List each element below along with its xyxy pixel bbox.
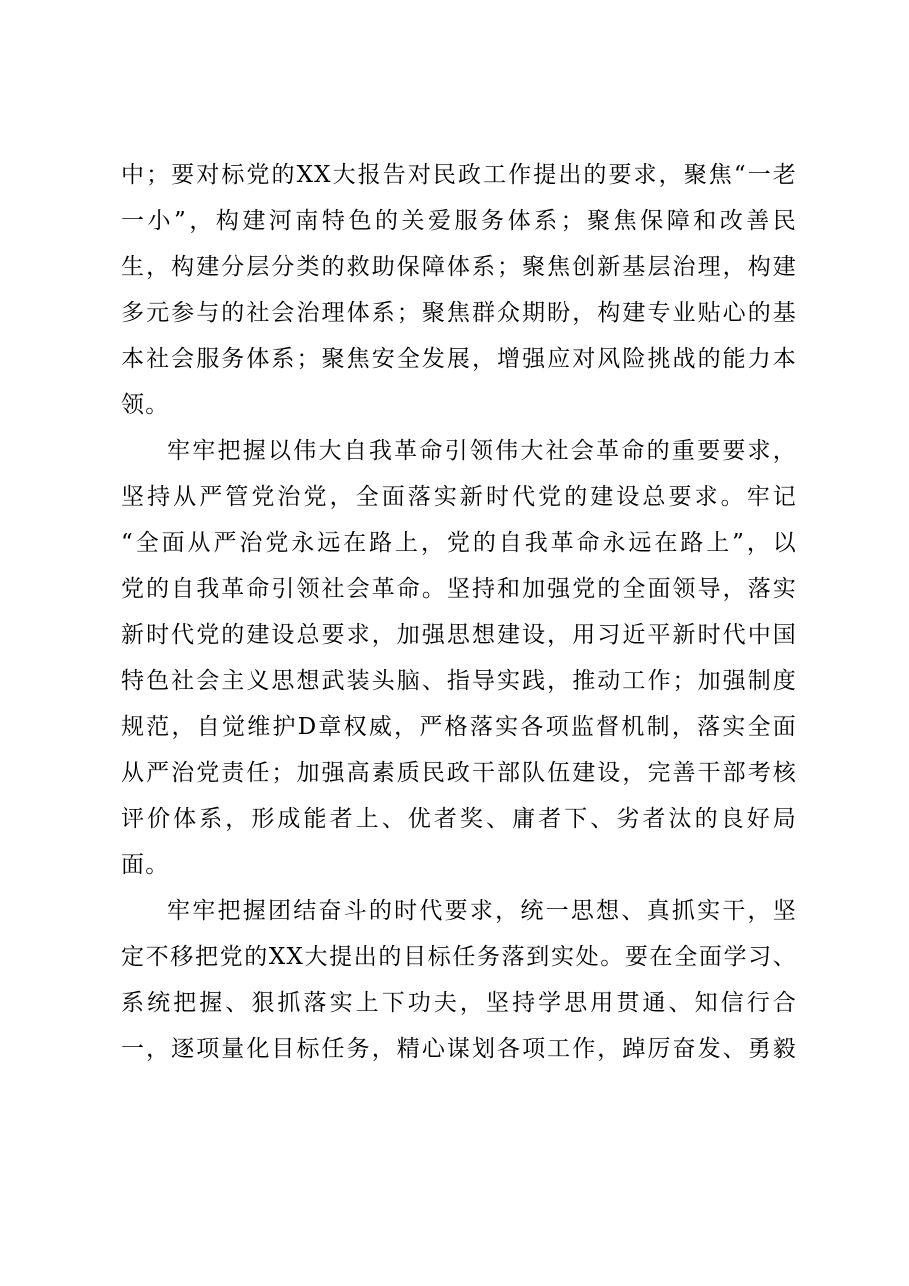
text-line: 生，构建分层分类的救助保障体系；聚焦创新基层治理，构建 — [121, 254, 797, 280]
text-line: 评价体系，形成能者上、优者奖、庸者下、劣者汰的良好局 — [121, 806, 797, 832]
document-body — [121, 152, 797, 1072]
paragraph-3 — [121, 888, 797, 1072]
text-line: 新时代党的建设总要求，加强思想建设，用习近平新时代中国 — [121, 622, 797, 648]
paragraph-1 — [121, 152, 797, 428]
paragraph-2 — [121, 428, 797, 888]
text-line: 牢牢把握团结奋斗的时代要求，统一思想、真抓实干，坚 — [167, 898, 797, 924]
text-line: 多元参与的社会治理体系；聚焦群众期盼，构建专业贴心的基 — [121, 300, 797, 326]
text-line: 系统把握、狠抓落实上下功夫，坚持学思用贯通、知信行合 — [121, 990, 797, 1016]
text-line: 面。 — [121, 852, 170, 878]
text-line: 本社会服务体系；聚焦安全发展，增强应对风险挑战的能力本 — [121, 346, 797, 372]
text-line: 定不移把党的XX大提出的目标任务落到实处。要在全面学习、 — [121, 944, 797, 970]
text-line: 一，逐项量化目标任务，精心谋划各项工作，踔厉奋发、勇毅 — [121, 1036, 797, 1062]
text-line: 特色社会主义思想武装头脑、指导实践，推动工作；加强制度 — [121, 668, 797, 694]
text-line: 一小”，构建河南特色的关爱服务体系；聚焦保障和改善民 — [121, 208, 797, 234]
text-line: 领。 — [121, 392, 170, 418]
text-line: 从严治党责任；加强高素质民政干部队伍建设，完善干部考核 — [121, 760, 797, 786]
text-line: 党的自我革命引领社会革命。坚持和加强党的全面领导，落实 — [121, 576, 797, 602]
text-line: “全面从严治党永远在路上，党的自我革命永远在路上”，以 — [121, 530, 797, 556]
text-line: 坚持从严管党治党，全面落实新时代党的建设总要求。牢记 — [121, 484, 797, 510]
text-line: 规范，自觉维护D章权威，严格落实各项监督机制，落实全面 — [121, 714, 797, 740]
text-line: 中；要对标党的XX大报告对民政工作提出的要求，聚焦“一老 — [121, 162, 797, 188]
text-line: 牢牢把握以伟大自我革命引领伟大社会革命的重要要求， — [167, 438, 797, 464]
